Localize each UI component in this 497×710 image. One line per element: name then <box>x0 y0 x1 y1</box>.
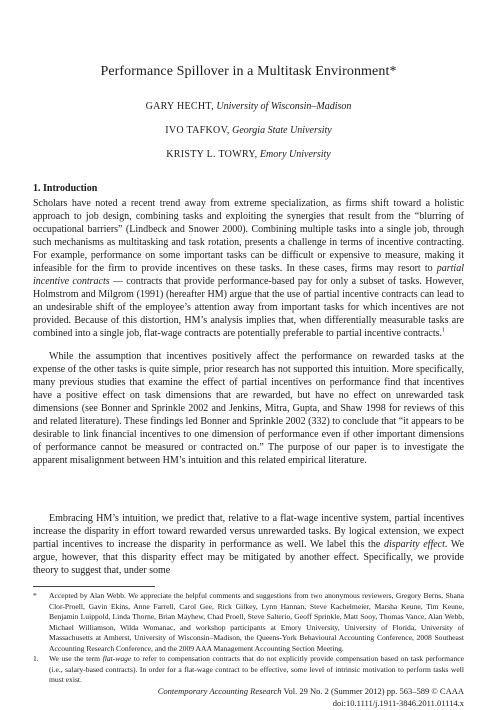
section-heading: 1. Introduction <box>33 183 98 194</box>
footnote <box>33 654 464 686</box>
footnote-text <box>49 654 464 686</box>
paragraph-text: — contracts that provide performance-based pay for only a subset of tasks. However, Holmstrom and Milgrom (1991) (hereafter HM) argue that the use of partial incentive contracts can lead to an undesirable shift of the employee’s attention away from important tasks for which incentives are not provided. Because of this distortion, HM’s analysis implies that, when differentially measurable tasks are combined into a single job, flat-wage contracts are potentially preferable to partial incentive contracts. <box>33 276 465 339</box>
author-line <box>0 101 497 112</box>
journal-details: Vol. 29 No. 2 (Summer 2012) pp. 563–589 © CAAA <box>281 686 464 696</box>
footnote-mark: 1. <box>33 654 39 663</box>
paragraph-text: Embracing HM’s intuition, we predict that, relative to a flat-wage incentive system, partial incentives increase the disparity in effort toward rewarded versus unrewarded tasks. By logical extension, we expect partial incentives to increase the disparity in performance as well. We label this the <box>33 513 464 550</box>
author-name: KRISTY L. TOWRY, <box>166 149 258 160</box>
journal-name: Contemporary Accounting Research <box>157 686 282 696</box>
author-line <box>0 149 497 160</box>
footnote-ref[interactable]: 1 <box>442 327 446 334</box>
footnote-mark: * <box>33 591 37 600</box>
author-affiliation: University of Wisconsin–Madison <box>216 101 352 112</box>
article-title: Performance Spillover in a Multitask Environment* <box>100 64 397 79</box>
emphasis-text: flat-wage <box>102 654 132 663</box>
footnote-text-part: We use the term <box>49 654 103 663</box>
body-paragraph <box>33 197 464 340</box>
footnote-text-part: to refer to compensation contracts that do not explicitly provide compensation based on task performance (i.e., salary-based contracts). In order for a flat-wage contract to be effective, some level of intrinsic motivation to perform tasks well must exist. <box>49 654 464 685</box>
emphasis-text: partial incentive contracts <box>33 263 464 287</box>
author-line <box>0 125 497 136</box>
paragraph-text: While the assumption that incentives positively affect the performance on rewarded tasks at the expense of the other tasks is quite simple, prior research has not supported this intuition. More specifically, many previous studies that examine the effect of partial incentives on performance find that incentives have a positive effect on task dimensions that are rewarded, but have no effect on unrewarded task dimensions (see Bonner and Sprinkle 2002 and Jenkins, Mitra, Gupta, and Shaw 1998 for reviews of this and related literature). These findings led Bonner and Sprinkle 2002 (332) to conclude that “it appears to be desirable to link financial incentives to one dimension of performance even if other important dimensions of performance cannot be measured or contracted on.” The purpose of our paper is to investigate the apparent misalignment between HM’s intuition and this related empirical literature. <box>33 351 464 466</box>
footnote <box>33 591 464 655</box>
body-paragraph <box>33 350 464 467</box>
author-name: GARY HECHT, <box>145 101 214 112</box>
body-paragraph <box>33 512 464 577</box>
author-affiliation: Emory University <box>259 149 331 160</box>
paragraph-text: . We argue, however, that this disparity effect may be mitigated by another effect. Specifically, we provide theory to suggest that, under some <box>33 539 465 576</box>
author-affiliation: Georgia State University <box>232 125 332 136</box>
emphasis-text: disparity effect <box>383 539 445 550</box>
doi-link[interactable]: doi:10.1111/j.1911-3846.2011.01114.x <box>332 698 464 708</box>
footnote-divider <box>33 586 155 587</box>
paragraph-text: Scholars have noted a recent trend away from extreme specialization, as firms shift toward a holistic approach to job design, combining tasks and exploiting the synergies that result from the “blurring of occupational barriers” (Lindbeck and Snower 2000). Combining multiple tasks into a single job, through such mechanisms as multitasking and task rotation, presents a challenge in terms of incentive contracting. For example, performance on some important tasks can be difficult or expensive to measure, making it infeasible for the firm to provide incentives on these tasks. In these cases, firms may resort to <box>33 198 464 274</box>
footnote-text: Accepted by Alan Webb. We appreciate the helpful comments and suggestions from two anonymous reviewers, Gregory Berns, Shana Clor-Proell, Gavin Ekins, Anne Farrell, Carol Gee, Rick Gilkey, Lynn Hannan, Steve Kachelmeier, Marsha Keune, Tim Keune, Benjamin Luippold, Linda Thorne, Brian Mayhew, Chad Proell, Steve Salterio, Geoff Sprinkle, Matt Sooy, Thomas Vance, Alan Webb, Michael Williamson, Wilda Womanac, and workshop participants at Emory University, University of Florida, University of Massachusetts at Amherst, University of Wisconsin–Madison, the Queens-York Behavioural Accounting Conference, 2008 Southeast Accounting Research Conference, and the 2009 AAA Management Accounting Section Meeting. <box>49 591 464 653</box>
author-name: IVO TAFKOV, <box>165 125 230 136</box>
journal-citation <box>158 686 464 696</box>
